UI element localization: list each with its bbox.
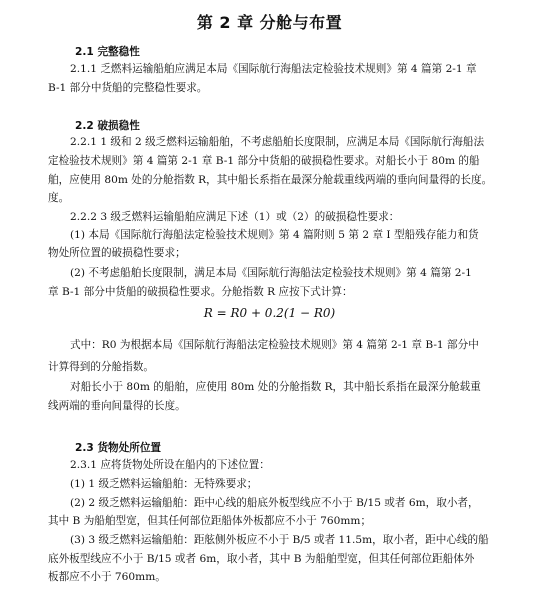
formula-explanation-line-1: 式中：R0 为根据本局《国际航行海船法定检验技术规则》第 4 篇第 2-1 章 B-1 部分中 (70, 339, 479, 351)
section-2-1-heading: 2.1 完整稳性 (75, 46, 140, 58)
formula-explanation-line-2: 计算得到的分舱指数。 (48, 361, 154, 373)
para-2-3-1-item3-line-1: (3) 3 级乏燃料运输船舶：距舷侧外板应不小于 B/5 或者 11.5m，取小者，距中心线的船 (70, 534, 489, 546)
chapter-title: 第 2 章 分舱与布置 (196, 13, 343, 32)
para-2-1-1-line-1: 2.1.1 乏燃料运输船舶应满足本局《国际航行海船法定检验技术规则》第 4 篇第 2-1 章 (70, 63, 477, 75)
para-2-2-1-line-4: 度。 (48, 192, 70, 204)
para-2-2-2-item2-line-2: 章 B-1 部分中货船的破损稳性要求。分舱指数 R 应按下式计算： (48, 286, 353, 298)
para-2-3-1-item2-line-1: (2) 2 级乏燃料运输船舶：距中心线的船底外板型线应不小于 B/15 或者 6m，取小者， (70, 497, 479, 509)
para-2-2-2: 2.2.2 3 级乏燃料运输船舶应满足下述（1）或（2）的破损稳性要求： (70, 211, 400, 223)
formula-subdivision-index: R = R0 + 0.2(1 − R0) (203, 306, 336, 320)
para-2-3-1-item1: (1) 1 级乏燃料运输船舶：无特殊要求； (70, 478, 258, 490)
para-2-2-2-item2-line-1: (2) 不考虑船舶长度限制，满足本局《国际航行海船法定检验技术规则》第 4 篇第 2-1 (70, 267, 472, 279)
section-2-2-heading: 2.2 破损稳性 (75, 120, 140, 132)
para-2-2-1-line-1: 2.2.1 1 级和 2 级乏燃料运输船舶，不考虑船舶长度限制，应满足本局《国际航行海船法 (70, 136, 485, 148)
para-2-3-1: 2.3.1 应将货物处所设在船内的下述位置： (70, 459, 270, 471)
para-2-2-2-item1-line-1: (1) 本局《国际航行海船法定检验技术规则》第 4 篇附则 5 第 2 章 I 型船残存能力和货 (70, 229, 479, 241)
para-2-3-1-item2-line-2: 其中 B 为船舶型宽，但其任何部位距船体外板都应不小于 760mm； (48, 515, 372, 527)
para-2-2-1-line-3: 舶，应使用 80m 处的分舱指数 R，其中船长系指在最深分舱载重线两端的垂向间量得的长度。 (48, 174, 493, 186)
para-2-2-1-line-2: 定检验技术规则》第 4 篇第 2-1 章 B-1 部分中货船的破损稳性要求。对船长小于 80m 的船 (48, 155, 480, 167)
para-2-2-2-item1-line-2: 物处所位置的破损稳性要求； (48, 247, 186, 259)
para-2-3-1-item3-line-3: 板都应不小于 760mm。 (48, 571, 166, 583)
para-ship-length-line-1: 对船长小于 80m 的船舶，应使用 80m 处的分舱指数 R，其中船长系指在最深分舱载重 (70, 381, 481, 393)
para-2-1-1-line-2: B-1 部分中货船的完整稳性要求。 (48, 82, 208, 94)
section-2-3-heading: 2.3 货物处所位置 (75, 442, 162, 454)
para-2-3-1-item3-line-2: 底外板型线应不小于 B/15 或者 6m，取小者，其中 B 为船舶型宽，但其任何部位距船体外 (48, 553, 475, 565)
para-ship-length-line-2: 线两端的垂向间量得的长度。 (48, 400, 186, 412)
